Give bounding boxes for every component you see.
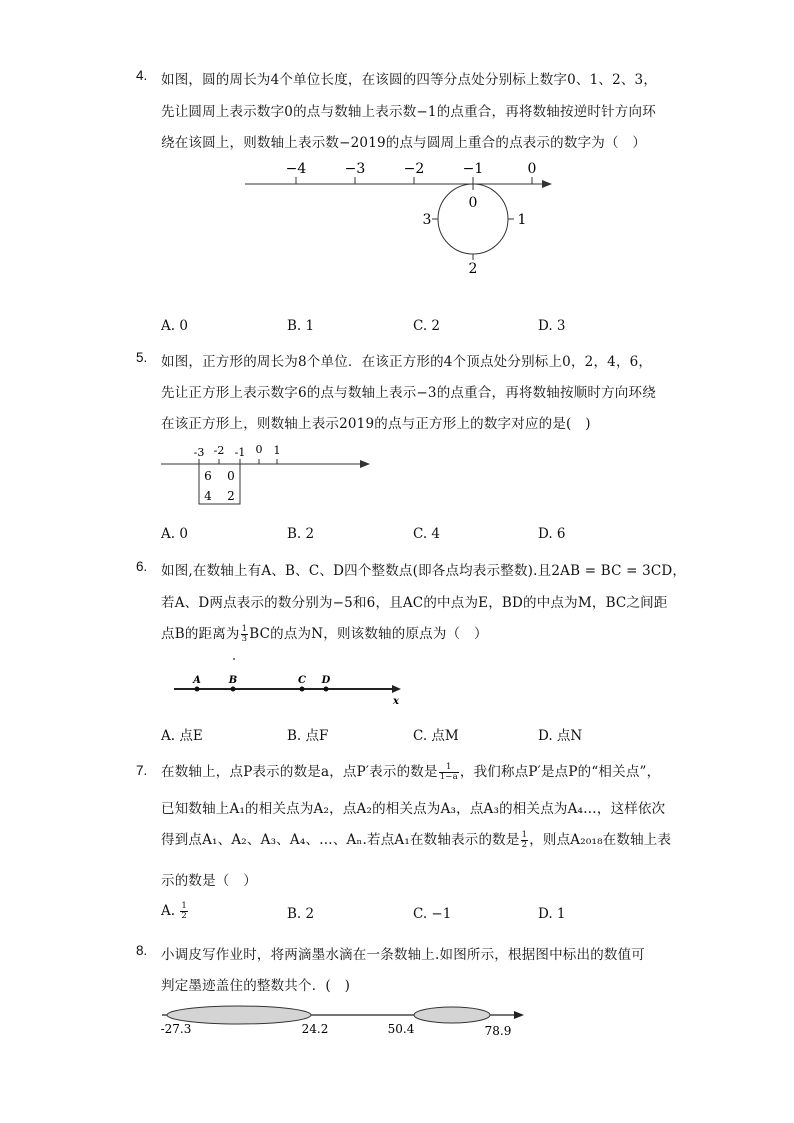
q6-point-label: C — [298, 675, 306, 686]
q7-option-a-fraction — [180, 902, 187, 921]
q5-line-2: 先让正方形上表示数字6的点与数轴上表示−3的点重合，再将数轴按顺时方向环绕 — [161, 385, 656, 401]
q7-line-1-pre: 在数轴上，点P表示的数是a，点P′表示的数是 — [161, 764, 438, 780]
q7-number: 7. — [136, 763, 148, 778]
q4-line-2: 先让圆周上表示数字0的点与数轴上表示数−1的点重合，再将数轴按逆时针方向环 — [161, 104, 656, 120]
q6-option-c[interactable]: C. 点M — [413, 728, 459, 744]
q5-option-d[interactable]: D. 6 — [538, 526, 566, 542]
q4-tick-label: 0 — [527, 161, 537, 177]
q6-option-a[interactable]: A. 点E — [161, 728, 203, 744]
q6-stray-dot — [233, 658, 235, 660]
q8-figure — [158, 1000, 538, 1040]
q8-ink-blot-right — [414, 1007, 490, 1023]
q6-axis-label: x — [393, 696, 399, 707]
q6-point-b — [231, 687, 236, 692]
q5-number: 5. — [136, 350, 148, 365]
q5-square-label: 6 — [204, 469, 212, 483]
q5-line-3: 在该正方形上，则数轴上表示2019的点与正方形上的数字对应的是( ) — [161, 416, 591, 432]
q5-tick-label: -2 — [213, 444, 225, 457]
q5-square-label: 4 — [204, 489, 212, 503]
q6-line-3 — [161, 622, 488, 644]
q7-fraction-2-denominator: 2 — [521, 840, 528, 850]
q4-line-1: 如图，圆的周长为4个单位长度，在该圆的四等分点处分别标上数字0、1、2、3， — [161, 72, 658, 88]
q6-fraction-denominator: 3 — [241, 634, 248, 644]
q5-axis-arrow — [360, 460, 370, 468]
q7-line-2: 已知数轴上A₁的相关点为A₂，点A₂的相关点为A₃，点A₃的相关点为A₄…，这样依次 — [161, 801, 666, 817]
q5-line-1: 如图，正方形的周长为8个单位．在该正方形的4个顶点处分别标上0，2，4，6， — [161, 354, 653, 370]
q8-line-1: 小调皮写作业时，将两滴墨水滴在一条数轴上.如图所示，根据图中标出的数值可 — [161, 947, 645, 963]
q6-line-3-pre: 点B的距离为 — [161, 626, 240, 642]
q7-line-3 — [161, 828, 671, 850]
q4-tick-label: −3 — [344, 161, 366, 177]
q6-point-label: D — [321, 675, 331, 686]
q7-line-1 — [161, 760, 660, 782]
q6-axis-arrow — [392, 685, 401, 693]
q7-line-1-post: ，我们称点P′是点P的“相关点”， — [459, 764, 661, 780]
q6-figure — [170, 656, 410, 708]
q6-option-b[interactable]: B. 点F — [287, 728, 329, 744]
q7-option-a-denominator: 2 — [181, 911, 187, 921]
q5-square-label: 0 — [227, 469, 235, 483]
q4-option-b[interactable]: B. 1 — [287, 318, 315, 334]
q4-axis-arrow — [542, 180, 552, 188]
q6-fraction — [241, 625, 249, 644]
q5-option-b[interactable]: B. 2 — [287, 526, 315, 542]
q7-fraction-1-denominator: 1−a — [439, 772, 458, 782]
q8-axis-arrow — [514, 1011, 524, 1019]
q8-value-label: 50.4 — [387, 1022, 415, 1036]
q7-option-b[interactable]: B. 2 — [287, 906, 315, 922]
q6-line-2: 若A、D两点表示的数分别为−5和6，且AC的中点为E，BD的中点为M，BC之间距 — [161, 595, 668, 611]
q7-option-a[interactable] — [161, 902, 189, 921]
q4-tick-label: −4 — [285, 161, 307, 177]
q7-option-c[interactable]: C. −1 — [413, 906, 452, 922]
q4-circle-label: 1 — [517, 212, 527, 228]
q4-circle-label: 0 — [468, 195, 478, 211]
q7-fraction-1-numerator: 1 — [439, 763, 459, 773]
q6-line-3-post: BC的点为N，则该数轴的原点为（ ） — [249, 626, 488, 642]
q6-point-a — [195, 687, 200, 692]
q7-line-4: 示的数是（ ） — [161, 873, 257, 889]
q6-line-1: 如图,在数轴上有A、B、C、D四个整数点(即各点均表示整数).且2AB = BC = 3CD， — [161, 563, 687, 579]
q8-number: 8. — [136, 943, 148, 958]
q6-point-label: A — [193, 675, 201, 686]
q7-fraction-1 — [439, 763, 459, 782]
q4-option-c[interactable]: C. 2 — [413, 318, 441, 334]
q7-line-3-post: ，则点A₂₀₁₈在数轴上表 — [529, 832, 672, 848]
q8-line-2: 判定墨迹盖住的整数共个．( ) — [161, 978, 351, 994]
q5-figure — [158, 438, 378, 510]
q4-tick-label: −1 — [462, 161, 484, 177]
q7-option-a-numerator: 1 — [181, 901, 187, 911]
q6-point-label: B — [228, 675, 238, 686]
q4-figure — [240, 155, 560, 280]
q6-point-c — [300, 687, 305, 692]
q5-tick-label: 0 — [255, 443, 263, 456]
q4-tick-label: −2 — [403, 161, 425, 177]
q6-option-d[interactable]: D. 点N — [538, 728, 583, 744]
q6-fraction-numerator: 1 — [241, 624, 248, 634]
q4-circle-label: 2 — [468, 261, 478, 277]
q7-option-d[interactable]: D. 1 — [538, 906, 566, 922]
q6-number: 6. — [136, 559, 148, 574]
q6-point-d — [324, 687, 329, 692]
q5-tick-label: -3 — [193, 446, 205, 459]
q5-tick-label: -1 — [234, 446, 246, 459]
q7-line-3-pre: 得到点A₁、A₂、A₃、A₄、…、Aₙ.若点A₁在数轴表示的数是 — [161, 832, 520, 848]
q7-fraction-2 — [521, 831, 529, 850]
q4-circle-label: 3 — [422, 212, 432, 228]
q4-line-3: 绕在该圆上，则数轴上表示数−2019的点与圆周上重合的点表示的数字为（ ） — [161, 135, 647, 151]
q8-value-label: -27.3 — [160, 1022, 192, 1036]
q4-number: 4. — [136, 68, 148, 83]
q5-tick-label: 1 — [273, 444, 281, 457]
q7-fraction-2-numerator: 1 — [521, 830, 528, 840]
q4-option-a[interactable]: A. 0 — [161, 318, 188, 334]
q5-option-c[interactable]: C. 4 — [413, 526, 441, 542]
q8-value-label: 78.9 — [484, 1024, 512, 1038]
q7-option-a-letter: A. — [161, 903, 176, 919]
q8-value-label: 24.2 — [301, 1022, 329, 1036]
q4-option-d[interactable]: D. 3 — [538, 318, 566, 334]
q5-option-a[interactable]: A. 0 — [161, 526, 188, 542]
q5-square-label: 2 — [227, 489, 235, 503]
